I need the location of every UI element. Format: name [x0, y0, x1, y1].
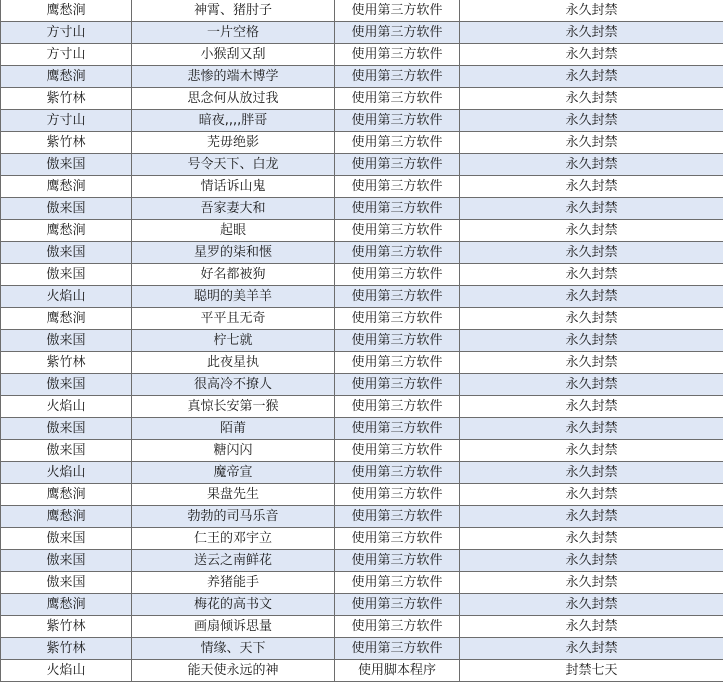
violation-cell: 使用第三方软件	[335, 22, 460, 44]
character-name-cell: 梅花的高书文	[132, 594, 335, 616]
penalty-cell: 永久封禁	[460, 594, 723, 616]
character-name-cell: 真惊长安第一猴	[132, 396, 335, 418]
character-name-cell: 魔帝宣	[132, 462, 335, 484]
character-name-cell: 小猴刮又刮	[132, 44, 335, 66]
penalty-cell: 永久封禁	[460, 242, 723, 264]
server-cell: 傲来国	[1, 264, 132, 286]
penalty-cell: 永久封禁	[460, 286, 723, 308]
table-row	[1, 330, 723, 352]
violation-cell: 使用第三方软件	[335, 418, 460, 440]
table-row	[1, 308, 723, 330]
server-cell: 鹰愁涧	[1, 0, 132, 22]
server-cell: 鹰愁涧	[1, 66, 132, 88]
violation-cell: 使用第三方软件	[335, 110, 460, 132]
violation-cell: 使用第三方软件	[335, 462, 460, 484]
penalty-cell: 永久封禁	[460, 572, 723, 594]
table-row	[1, 594, 723, 616]
server-cell: 鹰愁涧	[1, 308, 132, 330]
character-name-cell: 悲惨的端木博学	[132, 66, 335, 88]
character-name-cell: 糖闪闪	[132, 440, 335, 462]
table-row	[1, 352, 723, 374]
penalty-cell: 永久封禁	[460, 308, 723, 330]
character-name-cell: 陌莆	[132, 418, 335, 440]
character-name-cell: 思念何从放过我	[132, 88, 335, 110]
server-cell: 傲来国	[1, 330, 132, 352]
character-name-cell: 神霄、猪肘子	[132, 0, 335, 22]
server-cell: 方寸山	[1, 110, 132, 132]
server-cell: 鹰愁涧	[1, 220, 132, 242]
penalty-cell: 永久封禁	[460, 132, 723, 154]
penalty-cell: 永久封禁	[460, 528, 723, 550]
violation-cell: 使用第三方软件	[335, 484, 460, 506]
character-name-cell: 画扇倾诉思量	[132, 616, 335, 638]
violation-cell: 使用第三方软件	[335, 638, 460, 660]
character-name-cell: 送云之南鲜花	[132, 550, 335, 572]
table-row	[1, 286, 723, 308]
table-row	[1, 88, 723, 110]
violation-cell: 使用第三方软件	[335, 308, 460, 330]
character-name-cell: 勃勃的司马乐音	[132, 506, 335, 528]
server-cell: 鹰愁涧	[1, 594, 132, 616]
penalty-cell: 永久封禁	[460, 418, 723, 440]
penalty-cell: 永久封禁	[460, 66, 723, 88]
table-row	[1, 242, 723, 264]
server-cell: 傲来国	[1, 374, 132, 396]
violation-cell: 使用第三方软件	[335, 132, 460, 154]
penalty-cell: 永久封禁	[460, 396, 723, 418]
violation-cell: 使用第三方软件	[335, 374, 460, 396]
character-name-cell: 养猪能手	[132, 572, 335, 594]
violation-cell: 使用第三方软件	[335, 198, 460, 220]
character-name-cell: 平平且无奇	[132, 308, 335, 330]
character-name-cell: 号令天下、白龙	[132, 154, 335, 176]
penalty-cell: 永久封禁	[460, 352, 723, 374]
violation-cell: 使用第三方软件	[335, 88, 460, 110]
violation-cell: 使用第三方软件	[335, 440, 460, 462]
server-cell: 傲来国	[1, 550, 132, 572]
violation-cell: 使用第三方软件	[335, 242, 460, 264]
character-name-cell: 起眼	[132, 220, 335, 242]
table-row	[1, 110, 723, 132]
violation-cell: 使用第三方软件	[335, 330, 460, 352]
penalty-cell: 永久封禁	[460, 88, 723, 110]
violation-cell: 使用第三方软件	[335, 154, 460, 176]
violation-cell: 使用第三方软件	[335, 352, 460, 374]
server-cell: 方寸山	[1, 22, 132, 44]
table-row	[1, 374, 723, 396]
server-cell: 火焰山	[1, 660, 132, 682]
penalty-cell: 永久封禁	[460, 198, 723, 220]
penalty-cell: 永久封禁	[460, 330, 723, 352]
violation-cell: 使用第三方软件	[335, 616, 460, 638]
violation-cell: 使用第三方软件	[335, 594, 460, 616]
table-row	[1, 264, 723, 286]
penalty-cell: 永久封禁	[460, 0, 723, 22]
violation-cell: 使用脚本程序	[335, 660, 460, 682]
violation-cell: 使用第三方软件	[335, 506, 460, 528]
character-name-cell: 情话诉山鬼	[132, 176, 335, 198]
server-cell: 紫竹林	[1, 616, 132, 638]
penalty-cell: 永久封禁	[460, 220, 723, 242]
violation-cell: 使用第三方软件	[335, 264, 460, 286]
server-cell: 傲来国	[1, 440, 132, 462]
penalty-cell: 永久封禁	[460, 638, 723, 660]
violation-cell: 使用第三方软件	[335, 66, 460, 88]
penalty-cell: 永久封禁	[460, 462, 723, 484]
server-cell: 傲来国	[1, 572, 132, 594]
character-name-cell: 好名都被狗	[132, 264, 335, 286]
table-row	[1, 660, 723, 682]
table-row	[1, 176, 723, 198]
violation-cell: 使用第三方软件	[335, 286, 460, 308]
penalty-cell: 永久封禁	[460, 440, 723, 462]
penalty-cell: 永久封禁	[460, 176, 723, 198]
penalty-cell: 永久封禁	[460, 506, 723, 528]
character-name-cell: 聪明的美羊羊	[132, 286, 335, 308]
character-name-cell: 一片空格	[132, 22, 335, 44]
table-row	[1, 418, 723, 440]
penalty-cell: 永久封禁	[460, 374, 723, 396]
penalty-cell: 永久封禁	[460, 264, 723, 286]
server-cell: 紫竹林	[1, 352, 132, 374]
penalty-cell: 永久封禁	[460, 110, 723, 132]
violation-cell: 使用第三方软件	[335, 176, 460, 198]
character-name-cell: 果盘先生	[132, 484, 335, 506]
table-row	[1, 396, 723, 418]
server-cell: 方寸山	[1, 44, 132, 66]
server-cell: 紫竹林	[1, 638, 132, 660]
violation-cell: 使用第三方软件	[335, 572, 460, 594]
server-cell: 傲来国	[1, 418, 132, 440]
server-cell: 火焰山	[1, 462, 132, 484]
table-row	[1, 616, 723, 638]
server-cell: 傲来国	[1, 242, 132, 264]
server-cell: 紫竹林	[1, 132, 132, 154]
penalty-cell: 封禁七天	[460, 660, 723, 682]
penalty-cell: 永久封禁	[460, 550, 723, 572]
character-name-cell: 柠七就	[132, 330, 335, 352]
table-row	[1, 66, 723, 88]
penalty-cell: 永久封禁	[460, 616, 723, 638]
server-cell: 鹰愁涧	[1, 506, 132, 528]
table-row	[1, 638, 723, 660]
table-row	[1, 22, 723, 44]
table-row	[1, 154, 723, 176]
table-row	[1, 44, 723, 66]
table-row	[1, 550, 723, 572]
table-row	[1, 220, 723, 242]
server-cell: 紫竹林	[1, 88, 132, 110]
table-row	[1, 0, 723, 22]
character-name-cell: 芜毋绝影	[132, 132, 335, 154]
violation-cell: 使用第三方软件	[335, 528, 460, 550]
table-row	[1, 484, 723, 506]
table-row	[1, 572, 723, 594]
server-cell: 鹰愁涧	[1, 176, 132, 198]
server-cell: 鹰愁涧	[1, 484, 132, 506]
table-row	[1, 132, 723, 154]
character-name-cell: 能天使永远的神	[132, 660, 335, 682]
penalty-cell: 永久封禁	[460, 484, 723, 506]
violation-cell: 使用第三方软件	[335, 44, 460, 66]
violation-cell: 使用第三方软件	[335, 0, 460, 22]
server-cell: 傲来国	[1, 528, 132, 550]
table-row	[1, 528, 723, 550]
server-cell: 火焰山	[1, 396, 132, 418]
character-name-cell: 情缘、天下	[132, 638, 335, 660]
server-cell: 傲来国	[1, 154, 132, 176]
table-row	[1, 198, 723, 220]
character-name-cell: 暗夜,,,,胖哥	[132, 110, 335, 132]
character-name-cell: 吾家妻大和	[132, 198, 335, 220]
character-name-cell: 星罗的柒和惬	[132, 242, 335, 264]
character-name-cell: 此夜星执	[132, 352, 335, 374]
character-name-cell: 很高冷不撩人	[132, 374, 335, 396]
table-row	[1, 440, 723, 462]
violation-cell: 使用第三方软件	[335, 550, 460, 572]
penalty-cell: 永久封禁	[460, 154, 723, 176]
violation-cell: 使用第三方软件	[335, 220, 460, 242]
server-cell: 傲来国	[1, 198, 132, 220]
violation-cell: 使用第三方软件	[335, 396, 460, 418]
table-row	[1, 506, 723, 528]
server-cell: 火焰山	[1, 286, 132, 308]
table-row	[1, 462, 723, 484]
penalty-cell: 永久封禁	[460, 22, 723, 44]
ban-list-body	[1, 0, 723, 682]
penalty-cell: 永久封禁	[460, 44, 723, 66]
character-name-cell: 仁王的邓宇立	[132, 528, 335, 550]
